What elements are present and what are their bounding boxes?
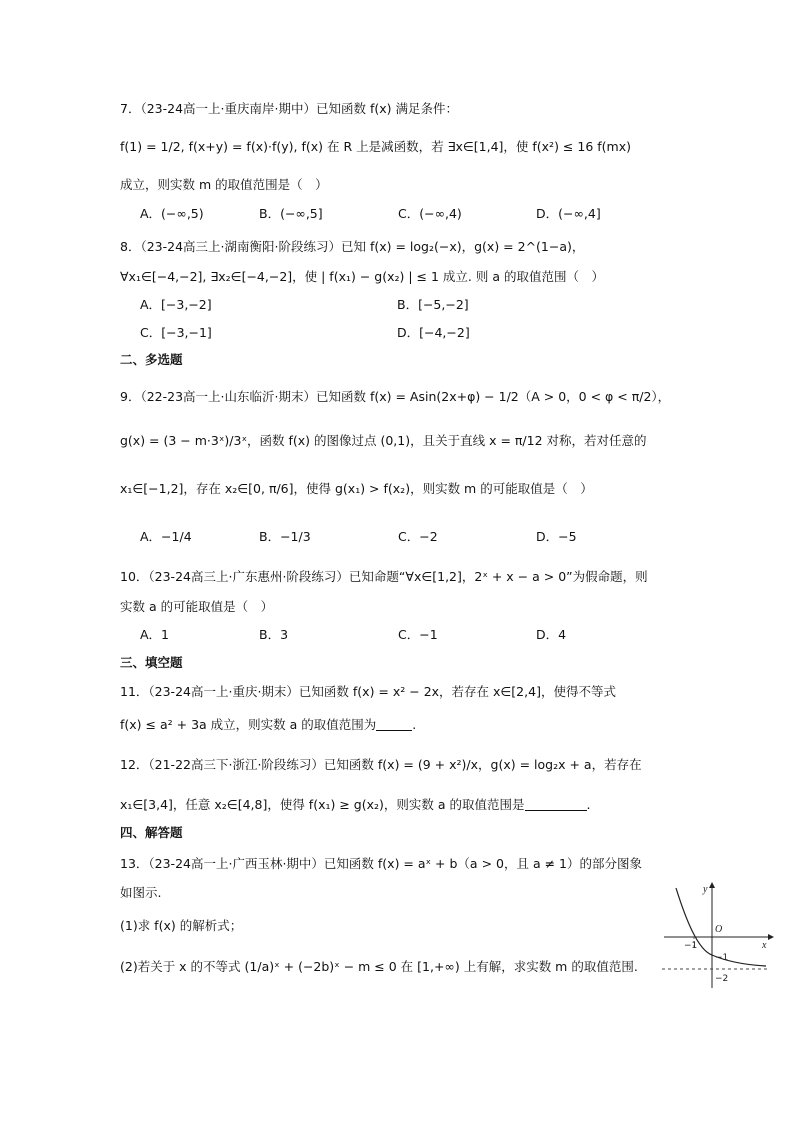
q9-option-c: C．−2 [398,529,438,544]
q12-line2 [120,796,590,814]
q11-line2-text: f(x) ≤ a² + 3a 成立，则实数 a 的取值范围为 [120,717,377,732]
q13-function-graph [656,880,774,992]
q7-line3: 成立，则实数 m 的取值范围是（ ） [120,177,328,192]
section-heading-free-response: 四、解答题 [120,825,183,840]
q13-part2: (2)若关于 x 的不等式 (1/a)ˣ + (−2b)ˣ − m ≤ 0 在 [1,+∞) 上有解，求实数 m 的取值范围. [120,959,638,974]
q13-line2: 如图示. [120,885,162,900]
q9-option-b: B．−1/3 [259,529,311,544]
q10-option-d: D．4 [536,627,567,642]
q9-option-a: A．−1/4 [140,529,192,544]
q11-line2-end: . [412,717,417,732]
q10-line2: 实数 a 的可能取值是（ ） [120,599,274,614]
q11-line2 [120,716,416,734]
q12-line2-end: . [586,797,591,812]
section-heading-multiple-choice: 二、多选题 [120,352,183,367]
graph-y-label: y [703,884,708,895]
q9-line2: g(x) = (3 − m·3ˣ)/3ˣ，函数 f(x) 的图像过点 (0,1)，且关于直线 x = π/12 对称，若对任意的 [120,433,647,448]
q10-option-c: C．−1 [398,627,438,642]
q8-option-a: A．[−3,−2] [140,297,212,312]
q8-option-b: B．[−5,−2] [397,297,469,312]
q12-line2-text: x₁∈[3,4]，任意 x₂∈[4,8]，使得 f(x₁) ≥ g(x₂)，则实数 a 的取值范围是 [120,797,525,812]
graph-tick-y-minus1: −1 [715,953,729,963]
q12-line1: 12．（21-22高三下·浙江·阶段练习）已知函数 f(x) = (9 + x²)/x，g(x) = log₂x + a，若存在 [120,757,642,772]
q7-option-c: C．(−∞,4) [398,206,462,221]
q13-line1: 13．（23-24高一上·广西玉林·期中）已知函数 f(x) = aˣ + b（a > 0，且 a ≠ 1）的部分图象 [120,856,642,871]
q7-option-a: A．(−∞,5) [140,206,204,221]
q8-option-c: C．[−3,−1] [140,325,212,340]
graph-y-axis-arrow [709,882,715,888]
q13-part1: (1)求 f(x) 的解析式； [120,918,243,933]
q9-option-d: D．−5 [536,529,577,544]
q8-option-d: D．[−4,−2] [397,325,470,340]
graph-tick-y-minus2: −2 [715,974,729,984]
q7-line2: f(1) = 1/2, f(x+y) = f(x)·f(y), f(x) 在 R 上是减函数，若 ∃x∈[1,4]，使 f(x²) ≤ 16 f(mx) [120,139,631,154]
q8-line2: ∀x₁∈[−4,−2], ∃x₂∈[−4,−2]，使 | f(x₁) − g(x₂) | ≤ 1 成立. 则 a 的取值范围（ ） [120,269,604,284]
q7-line1: 7．（23-24高一上·重庆南岸·期中）已知函数 f(x) 满足条件： [120,101,458,116]
q11-line1: 11．（23-24高一上·重庆·期末）已知函数 f(x) = x² − 2x，若存在 x∈[2,4]，使得不等式 [120,684,616,699]
q9-line1: 9．（22-23高一上·山东临沂·期末）已知函数 f(x) = Asin(2x+φ) − 1/2（A > 0，0 < φ < π/2）， [120,389,671,404]
q11-answer-blank [376,718,412,731]
graph-origin-label: O [715,924,723,935]
section-heading-fill-blank: 三、填空题 [120,655,183,670]
q7-option-b: B．(−∞,5] [259,206,323,221]
q12-answer-blank [525,798,587,811]
graph-tick-x-minus1: −1 [684,941,698,951]
q7-option-d: D．(−∞,4] [536,206,601,221]
q10-line1: 10．（23-24高三上·广东惠州·阶段练习）已知命题“∀x∈[1,2]，2ˣ + x − a > 0”为假命题，则 [120,569,648,584]
graph-x-axis-arrow [768,934,774,940]
q9-line3: x₁∈[−1,2]，存在 x₂∈[0, π/6]，使得 g(x₁) > f(x₂)，则实数 m 的可能取值是（ ） [120,481,593,496]
q8-line1: 8．（23-24高三上·湖南衡阳·阶段练习）已知 f(x) = log₂(−x)，g(x) = 2^(1−a)， [120,239,585,254]
graph-x-label: x [762,940,767,951]
q10-option-a: A．1 [140,627,170,642]
q10-option-b: B．3 [259,627,289,642]
